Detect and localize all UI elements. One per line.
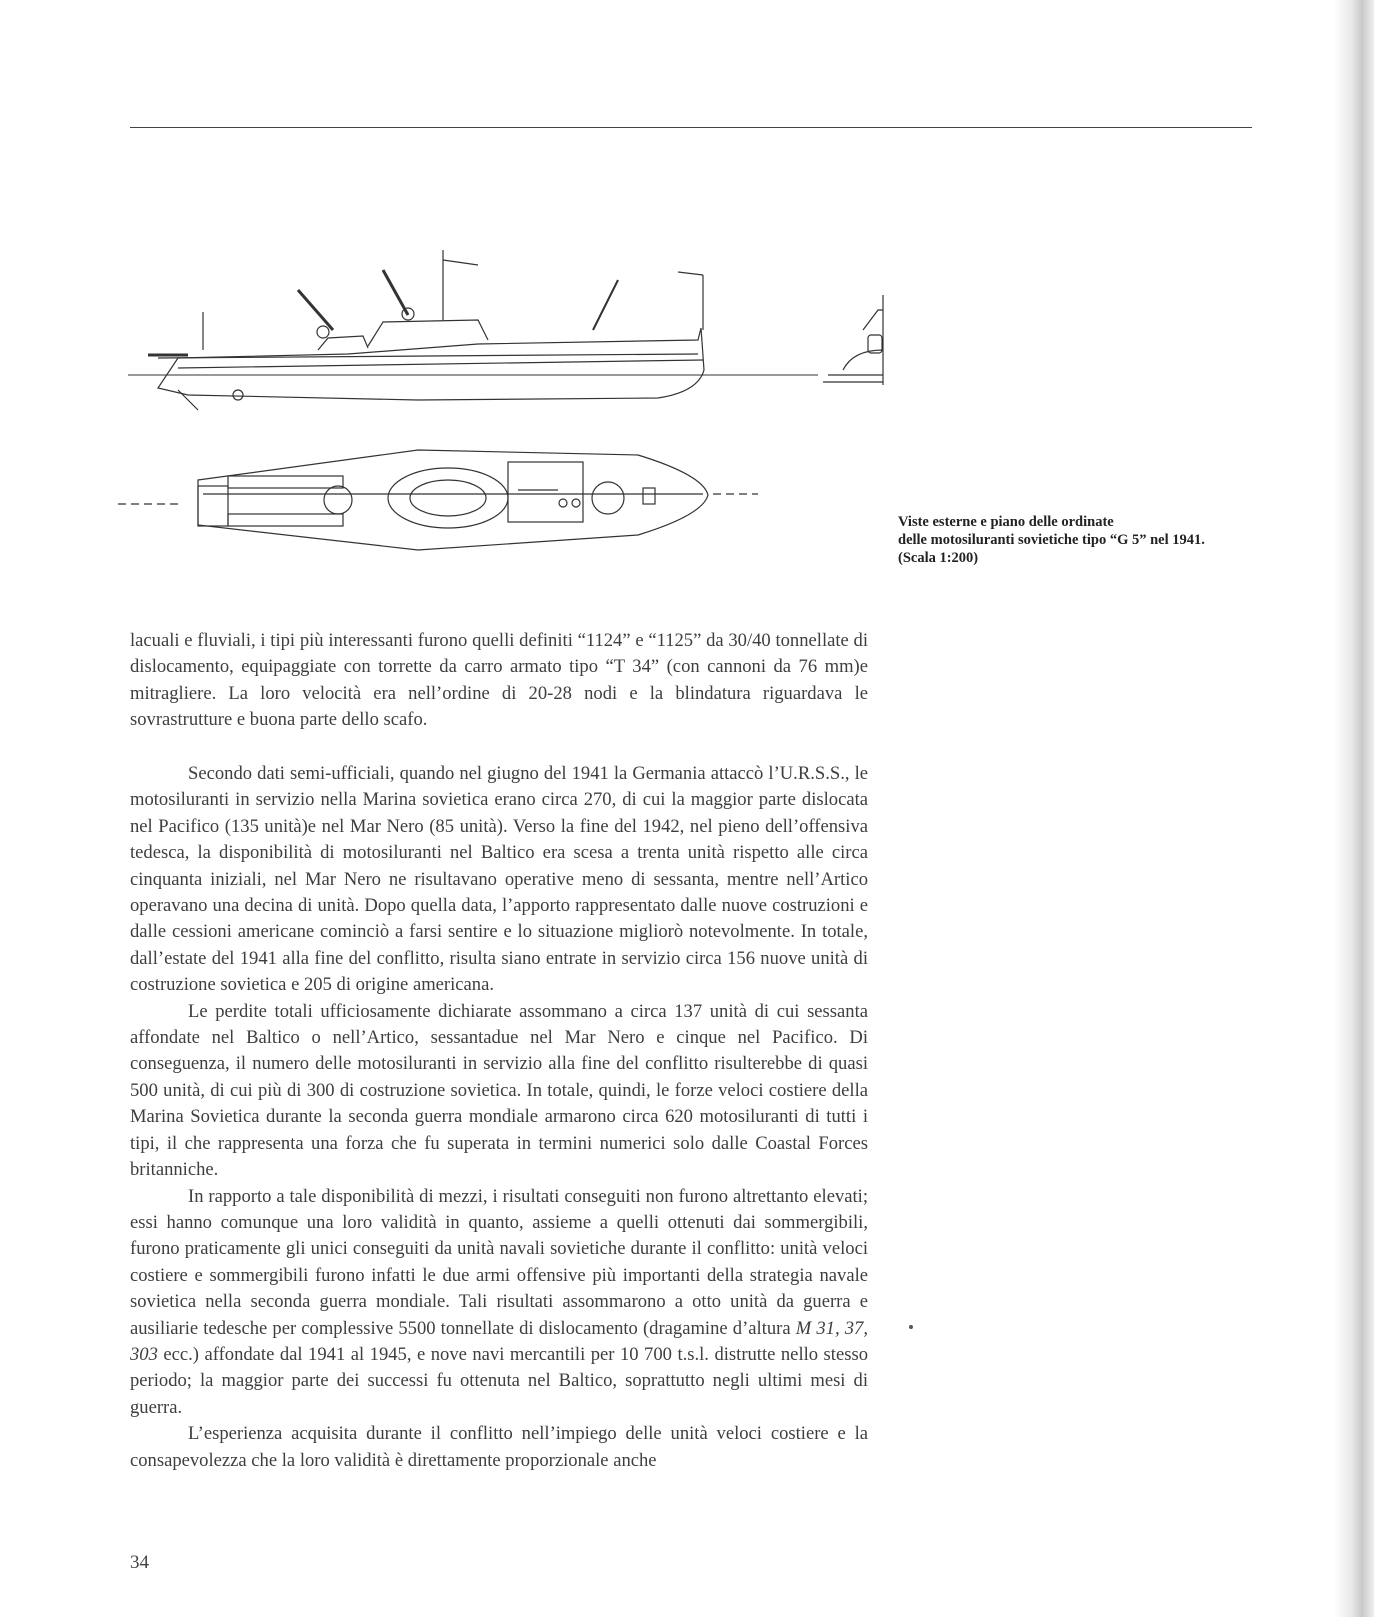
caption-line-1: Viste esterne e piano delle ordinate (898, 514, 1114, 530)
paragraph-5: L’esperienza acquisita durante il conflitto nell’impiego delle unità veloci costiere e la consapevolezza che la loro validità è direttamente proporzionale anche (130, 1423, 868, 1471)
paragraph-1: lacuali e fluviali, i tipi più interessanti furono quelli definiti “1124” e “1125” da 30/40 tonnellate di dislocamento, equipaggiate con torrette da carro armato tipo “T 34” (con cannoni da 76 mm)e mitragliere. La loro velocità era nell’ordine di 20-28 nodi e la blindatura riguardava le sovrastrutture e buona parte dello scafo. (130, 630, 868, 731)
paragraph-4-italic: M 31, 37, 303 (130, 1317, 868, 1365)
paragraph-3: Le perdite totali ufficiosamente dichiarate assommano a circa 137 unità di cui sessanta affondate nel Baltico o nell’Artico, sessantadue nel Mar Nero e cinque nel Pacifico. Di conseguenza, il numero delle motosiluranti in servizio alla fine del conflitto risulterebbe di quasi 500 unità, di cui più di 300 di costruzione sovietica. In totale, quindi, le forze veloci costiere della Marina Sovietica durante la seconda guerra mondiale armarono circa 620 motosiluranti di tutti i tipi, il che rappresenta una forza che fu superata in termini numerici solo dalle Coastal Forces britanniche. (130, 1000, 868, 1181)
text-block-1 (130, 628, 868, 734)
caption-line-2: delle motosiluranti sovietiche tipo “G 5” nel 1941. (898, 532, 1205, 548)
text-block-2 (130, 761, 868, 1474)
page-number: 34 (130, 1552, 149, 1573)
stray-mark (909, 1325, 913, 1329)
paragraph-4-end: ecc.) affondate dal 1941 al 1945, e nove navi mercantili per 10 700 t.s.l. distrutte nello stesso periodo; la maggior parte dei successi fu ottenuta nel Baltico, soprattutto negli ultimi mesi di guerra. (130, 1343, 868, 1418)
page-binding-shadow (1334, 0, 1374, 1617)
header-rule (130, 127, 1252, 128)
paragraph-2: Secondo dati semi-ufficiali, quando nel giugno del 1941 la Germania attaccò l’U.R.S.S., le motosiluranti in servizio nella Marina sovietica erano circa 270, di cui la maggior parte dislocata nel Pacifico (135 unità)e nel Mar Nero (85 unità). Verso la fine del 1942, nel pieno dell’offensiva tedesca, la disponibilità di motosiluranti nel Baltico era scesa a trenta unità rispetto alle circa cinquanta iniziali, nel Mar Nero ne risultavano operative meno di sessanta, mentre nell’Artico operavano una decina di unità. Dopo quella data, l’apporto rappresentato dalle nuove costruzioni e dalle cessioni americane cominciò a farsi sentire e lo situazione migliorò notevolmente. In totale, dall’estate del 1941 alla fine del conflitto, risulta siano entrate in servizio circa 156 nuove unità di costruzione sovietica e 205 di origine americana. (130, 763, 868, 996)
hull-plan-view (198, 450, 708, 550)
paragraph-4-start: In rapporto a tale disponibilità di mezzi, i risultati conseguiti non furono altrettanto elevati; essi hanno comunque una loro validità in quanto, assieme a quelli ottenuti dai sommergibili, furono praticamente gli unici conseguiti da unità navali sovietiche durante il conflitto: unità veloci costiere e sommergibili furono infatti le due armi offensive più importanti della strategia navale sovietica nella seconda guerra mondiale. Tali risultati assommarono a otto unità da guerra e ausiliarie tedesche per complessive 5500 tonnellate di dislocamento (dragamine d’altura (130, 1185, 868, 1339)
figure-caption (898, 513, 1258, 567)
section-view (843, 295, 883, 385)
caption-line-3: (Scala 1:200) (898, 550, 979, 566)
boat-drawing (118, 250, 938, 580)
paragraph-4 (130, 1184, 868, 1422)
